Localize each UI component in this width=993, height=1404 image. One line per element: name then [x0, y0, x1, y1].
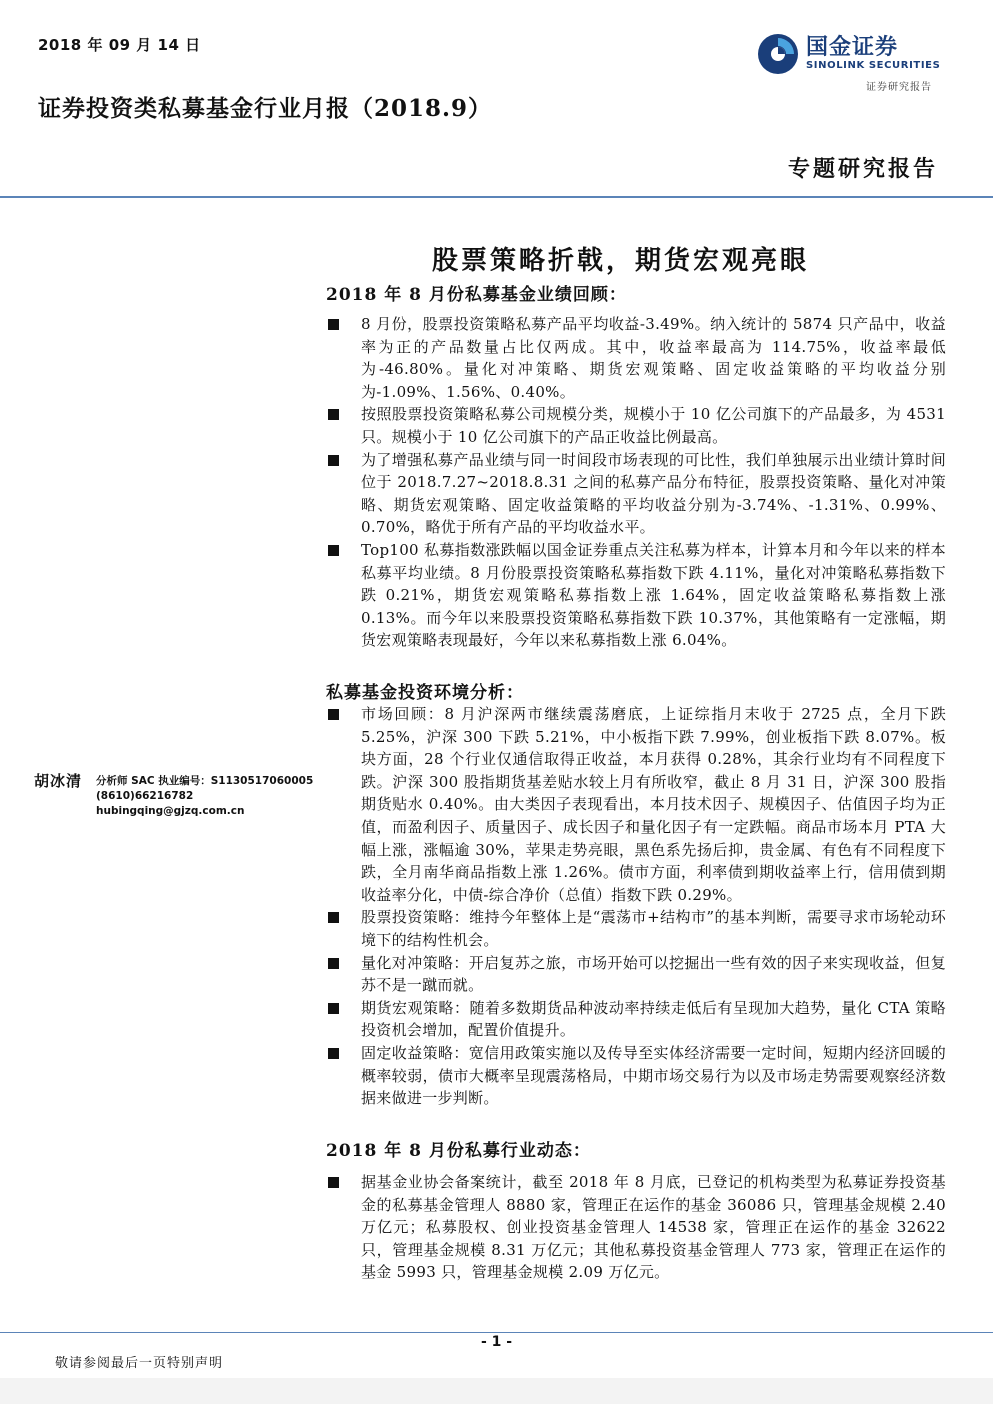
- list-item-text: 按照股票投资策略私募公司规模分类，规模小于 10 亿公司旗下的产品最多，为 4531 只。规模小于 10 亿公司旗下的产品正收益比例最高。: [361, 405, 946, 446]
- page-number: - 1 -: [480, 1334, 513, 1350]
- section-heading-performance: 2018 年 8 月份私募基金业绩回顾：: [326, 285, 627, 305]
- bullet-square-icon: [328, 319, 339, 330]
- analyst-meta: [96, 774, 313, 819]
- bullet-square-icon: [328, 1003, 339, 1014]
- list-item-text: 量化对冲策略：开启复苏之旅，市场开始可以挖掘出一些有效的因子来实现收益，但复苏不是一蹴而就。: [361, 953, 946, 995]
- bullet-list-performance: [326, 313, 946, 652]
- sinolink-logo: [756, 30, 946, 94]
- list-item-text: 为了增强私募产品业绩与同一时间段市场表现的可比性，我们单独展示出业绩计算时间位于 2018.7.27~2018.8.31 之间的私募产品分布特征，股票投资策略、量化对冲策略、期货宏观策略、固定收益策略的平均收益分别为-3.74%、-1.31%、0.99%、0.70%，略优于所有产品的平均收益水平。: [361, 450, 946, 537]
- bullet-square-icon: [328, 545, 339, 556]
- list-item: [326, 997, 946, 1042]
- list-item: [326, 539, 946, 652]
- list-item-text: 期货宏观策略：随着多数期货品种波动率持续走低后有呈现加大趋势，量化 CTA 策略投资机会增加，配置价值提升。: [361, 998, 946, 1040]
- list-item: [326, 1042, 946, 1110]
- report-date: 2018 年 09 月 14 日: [38, 36, 201, 54]
- bullet-list-environment: [326, 703, 946, 1110]
- analyst-cert: 分析师 SAC 执业编号：S1130517060005: [96, 775, 314, 787]
- list-item: [326, 449, 946, 539]
- disclaimer-note: 敬请参阅最后一页特别声明: [55, 1356, 224, 1371]
- list-item-text: 8 月份，股票投资策略私募产品平均收益-3.49%。纳入统计的 5874 只产品中，收益率为正的产品数量占比仅两成。其中，收益率最高为 114.75%，收益率最低为-46.80%。量化对冲策略、期货宏观策略、固定收益策略的平均收益分别为-1.09%、1.56%、0.40%。: [361, 315, 946, 401]
- list-item: [326, 906, 946, 951]
- list-item: [326, 952, 946, 997]
- list-item-text: Top100 私募指数涨跌幅以国金证券重点关注私募为样本，计算本月和今年以来的样本私募平均业绩。8 月份股票投资策略私募指数下跌 4.11%，量化对冲策略私募指数下跌 0.21%，期货宏观策略私募指数上涨 1.64%，固定收益策略私募指数上涨 0.13%。而今年以来股票投资策略私募指数下跌 10.37%，其他策略有一定涨幅，期货宏观策略表现最好，今年以来私募指数上涨 6.04%。: [361, 540, 946, 650]
- list-item-text: 固定收益策略：宽信用政策实施以及传导至实体经济需要一定时间，短期内经济回暖的概率较弱，债市大概率呈现震荡格局，中期市场交易行为以及市场走势需要观察经济数据来做进一步判断。: [361, 1043, 946, 1108]
- bullet-square-icon: [328, 912, 339, 923]
- list-item: [326, 1171, 946, 1284]
- logo-name-en: SINOLINK SECURITIES: [806, 60, 941, 71]
- analyst-email[interactable]: hubingqing@gjzq.com.cn: [96, 805, 245, 817]
- logo-name-cn: 国金证券: [806, 35, 899, 60]
- sinolink-logo-mark-icon: [756, 32, 800, 76]
- logo-subtitle: 证券研究报告: [866, 82, 932, 93]
- list-item-text: 股票投资策略：维持今年整体上是“震荡市+结构市”的基本判断，需要寻求市场轮动环境下的结构性机会。: [361, 908, 946, 949]
- footer-divider: [0, 1332, 993, 1333]
- bullet-square-icon: [328, 455, 339, 466]
- bullet-list-industry: [326, 1171, 946, 1284]
- list-item-text: 据基金业协会备案统计，截至 2018 年 8 月底，已登记的机构类型为私募证券投资基金的私募基金管理人 8880 家，管理正在运作的基金 36086 只，管理基金规模 2.40 万亿元；私募股权、创业投资基金管理人 14538 家，管理正在运作的基金 32622 只，管理基金规模 8.31 万亿元；其他私募投资基金管理人 773 家，管理正在运作的基金 5993 只，管理基金规模 2.09 万亿元。: [361, 1173, 946, 1282]
- list-item: [326, 403, 946, 448]
- bullet-square-icon: [328, 1177, 339, 1188]
- footer-band: [0, 1378, 993, 1404]
- list-item-text: 市场回顾：8 月沪深两市继续震荡磨底，上证综指月末收于 2725 点，全月下跌 5.25%，沪深 300 下跌 5.21%，中小板指下跌 7.99%，创业板指下跌 8.07%。板块方面，28 个行业仅通信取得正收益，本月获得 0.28%，其余行业均有不同程度下跌。沪深 300 股指期货基差贴水较上月有所收窄，截止 8 月 31 日，沪深 300 股指期货贴水 0.40%。由大类因子表现看出，本月技术因子、规模因子、估值因子均为正值，而盈利因子、质量因子、成长因子和量化因子有一定跌幅。商品市场本月 PTA 大幅上涨，涨幅逾 30%，苹果走势亮眼，黑色系先扬后抑，贵金属、有色有不同程度下跌，全月南华商品指数上涨 1.26%。债市方面，利率债到期收益率上行，信用债到期收益率分化，中债-综合净价（总值）指数下跌 0.29%。: [361, 705, 946, 904]
- header-divider: [0, 196, 993, 198]
- section-heading-industry: 2018 年 8 月份私募行业动态：: [326, 1141, 591, 1161]
- list-item: [326, 703, 946, 906]
- bullet-square-icon: [328, 1048, 339, 1059]
- analyst-phone: (8610)66216782: [96, 790, 194, 802]
- headline: 股票策略折戟，期货宏观亮眼: [432, 246, 810, 276]
- bullet-square-icon: [328, 709, 339, 720]
- bullet-square-icon: [328, 958, 339, 969]
- analyst-name: 胡冰清: [34, 772, 83, 790]
- list-item: [326, 313, 946, 403]
- report-type: 专题研究报告: [787, 156, 938, 182]
- report-title: 证券投资类私募基金行业月报（2018.9）: [38, 95, 493, 122]
- bullet-square-icon: [328, 409, 339, 420]
- section-heading-environment: 私募基金投资环境分析：: [326, 683, 524, 703]
